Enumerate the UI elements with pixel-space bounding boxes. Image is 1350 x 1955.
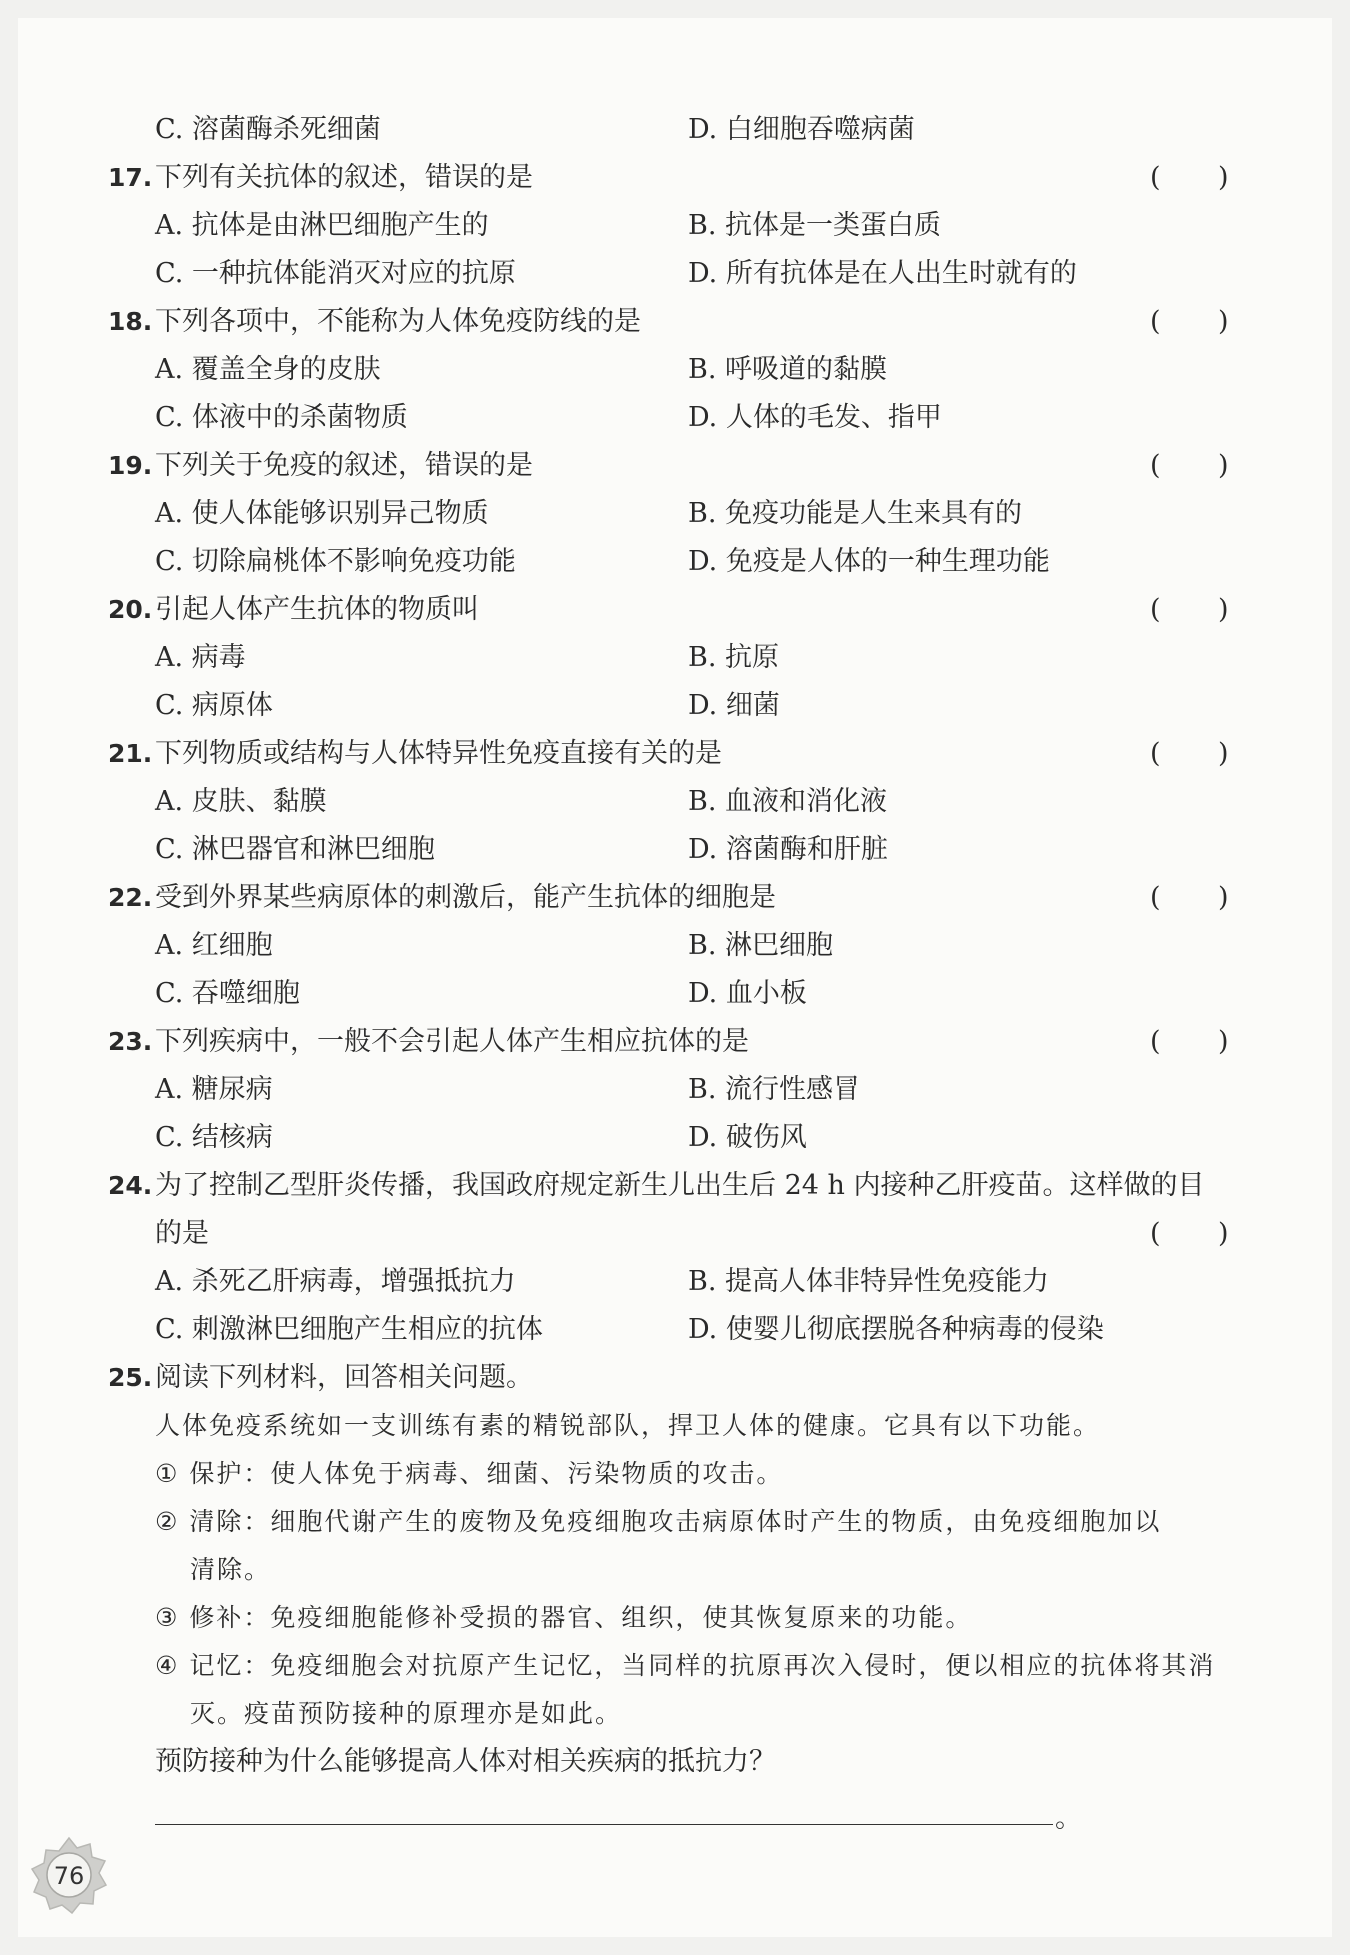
question-prompt: 预防接种为什么能够提高人体对相关疾病的抵抗力？ (155, 1746, 776, 1777)
q25-material-item-2-cont (0, 1546, 1350, 1594)
question-number: 24. (108, 1171, 153, 1200)
option-d: D. 所有抗体是在人出生时就有的 (688, 258, 1077, 289)
q20-options-ab (0, 634, 1350, 682)
option-b: B. 抗体是一类蛋白质 (688, 210, 942, 241)
option-a: A. 使人体能够识别异己物质 (155, 498, 489, 529)
material-text: 人体免疫系统如一支训练有素的精锐部队，捍卫人体的健康。它具有以下功能。 (155, 1411, 1101, 1440)
material-text: ② 清除：细胞代谢产生的废物及免疫细胞攻击病原体时产生的物质，由免疫细胞加以 (155, 1507, 1162, 1536)
option-d: D. 细菌 (688, 690, 780, 721)
q18-options-cd (0, 394, 1350, 442)
material-text: ① 保护：使人体免于病毒、细菌、污染物质的攻击。 (155, 1459, 784, 1488)
option-d: D. 溶菌酶和肝脏 (688, 834, 888, 865)
question-stem: 下列疾病中，一般不会引起人体产生相应抗体的是 (155, 1026, 749, 1057)
question-number: 25. (108, 1363, 153, 1392)
q24-options-ab (0, 1258, 1350, 1306)
option-a: A. 皮肤、黏膜 (155, 786, 327, 817)
question-stem: 为了控制乙型肝炎传播，我国政府规定新生儿出生后 24 h 内接种乙肝疫苗。这样做的目 (155, 1170, 1205, 1201)
q16-options-cd (0, 106, 1350, 154)
q25-question-row (0, 1738, 1350, 1786)
option-d: D. 使婴儿彻底摆脱各种病毒的侵染 (688, 1314, 1104, 1345)
option-d: D. 人体的毛发、指甲 (688, 402, 942, 433)
option-b: B. 呼吸道的黏膜 (688, 354, 888, 385)
q19-options-ab (0, 490, 1350, 538)
q25-material-item-1 (0, 1450, 1350, 1498)
option-a: A. 病毒 (155, 642, 246, 673)
question-stem: 阅读下列材料，回答相关问题。 (155, 1362, 533, 1393)
question-number: 17. (108, 163, 153, 192)
option-b: B. 流行性感冒 (688, 1074, 861, 1105)
material-text: 灭。疫苗预防接种的原理亦是如此。 (190, 1699, 623, 1728)
option-c: C. 吞噬细胞 (155, 978, 300, 1009)
q18-stem-row: 18. 下列各项中，不能称为人体免疫防线的是 ( ) (0, 298, 1350, 346)
q25-material-item-4-cont (0, 1690, 1350, 1738)
option-c: C. 刺激淋巴细胞产生相应的抗体 (155, 1314, 543, 1345)
answer-blank-line[interactable] (155, 1824, 1053, 1825)
question-number: 18. (108, 307, 153, 336)
option-d: D. 免疫是人体的一种生理功能 (688, 546, 1050, 577)
option-a: A. 糖尿病 (155, 1074, 273, 1105)
q17-options-ab (0, 202, 1350, 250)
option-b: B. 提高人体非特异性免疫能力 (688, 1266, 1050, 1297)
question-stem: 受到外界某些病原体的刺激后，能产生抗体的细胞是 (155, 882, 776, 913)
option-d: D. 破伤风 (688, 1122, 807, 1153)
question-stem: 下列有关抗体的叙述，错误的是 (155, 162, 533, 193)
option-b: B. 免疫功能是人生来具有的 (688, 498, 1023, 529)
question-number: 21. (108, 739, 153, 768)
q25-material-item-2 (0, 1498, 1350, 1546)
q19-options-cd (0, 538, 1350, 586)
q18-options-ab (0, 346, 1350, 394)
q21-options-cd (0, 826, 1350, 874)
question-stem: 下列各项中，不能称为人体免疫防线的是 (155, 306, 641, 337)
option-a: A. 红细胞 (155, 930, 273, 961)
option-c: C. 体液中的杀菌物质 (155, 402, 408, 433)
question-number: 22. (108, 883, 153, 912)
option-c: C. 淋巴器官和淋巴细胞 (155, 834, 435, 865)
q23-options-ab (0, 1066, 1350, 1114)
option-b: B. 血液和消化液 (688, 786, 888, 817)
option-d: D. 血小板 (688, 978, 807, 1009)
option-a: A. 抗体是由淋巴细胞产生的 (155, 210, 489, 241)
q24-stem-row (0, 1162, 1350, 1210)
q25-material-item-4 (0, 1642, 1350, 1690)
option-a: A. 覆盖全身的皮肤 (155, 354, 381, 385)
option-c: C. 结核病 (155, 1122, 273, 1153)
q24-stem-row-2: 的是 ( ) (0, 1210, 1350, 1258)
question-stem: 下列物质或结构与人体特异性免疫直接有关的是 (155, 738, 722, 769)
question-number: 23. (108, 1027, 153, 1056)
page-number: 76 (53, 1862, 85, 1890)
option-b: B. 抗原 (688, 642, 780, 673)
material-text: ④ 记忆：免疫细胞会对抗原产生记忆，当同样的抗原再次入侵时，便以相应的抗体将其消 (155, 1651, 1216, 1680)
q25-material-item-3 (0, 1594, 1350, 1642)
q21-options-ab (0, 778, 1350, 826)
question-number: 19. (108, 451, 153, 480)
q23-stem-row: 23. 下列疾病中，一般不会引起人体产生相应抗体的是 ( ) (0, 1018, 1350, 1066)
q17-stem-row: 17. 下列有关抗体的叙述，错误的是 ( ) (0, 154, 1350, 202)
q24-options-cd (0, 1306, 1350, 1354)
q23-options-cd (0, 1114, 1350, 1162)
q20-options-cd (0, 682, 1350, 730)
question-stem: 引起人体产生抗体的物质叫 (155, 594, 479, 625)
page-number-badge (30, 1836, 108, 1914)
material-text: ③ 修补：免疫细胞能修补受损的器官、组织，使其恢复原来的功能。 (155, 1603, 973, 1632)
q21-stem-row: 21. 下列物质或结构与人体特异性免疫直接有关的是 ( ) (0, 730, 1350, 778)
material-text: 清除。 (190, 1555, 272, 1584)
q22-options-ab (0, 922, 1350, 970)
q20-stem-row: 20. 引起人体产生抗体的物质叫 ( ) (0, 586, 1350, 634)
option-c: C. 病原体 (155, 690, 273, 721)
option-a: A. 杀死乙肝病毒，增强抵抗力 (155, 1266, 516, 1297)
q17-options-cd (0, 250, 1350, 298)
option-b: B. 淋巴细胞 (688, 930, 834, 961)
q25-stem-row (0, 1354, 1350, 1402)
option-c: C. 切除扁桃体不影响免疫功能 (155, 546, 516, 577)
answer-period: 。 (1055, 1803, 1082, 1834)
q25-material-intro (0, 1402, 1350, 1450)
q22-options-cd (0, 970, 1350, 1018)
question-stem: 下列关于免疫的叙述，错误的是 (155, 450, 533, 481)
q16-option-d: D. 白细胞吞噬病菌 (688, 114, 915, 145)
question-number: 20. (108, 595, 153, 624)
q22-stem-row: 22. 受到外界某些病原体的刺激后，能产生抗体的细胞是 ( ) (0, 874, 1350, 922)
q16-option-c: C. 溶菌酶杀死细菌 (155, 114, 381, 145)
question-stem-continued: 的是 (155, 1218, 209, 1249)
option-c: C. 一种抗体能消灭对应的抗原 (155, 258, 516, 289)
q19-stem-row: 19. 下列关于免疫的叙述，错误的是 ( ) (0, 442, 1350, 490)
